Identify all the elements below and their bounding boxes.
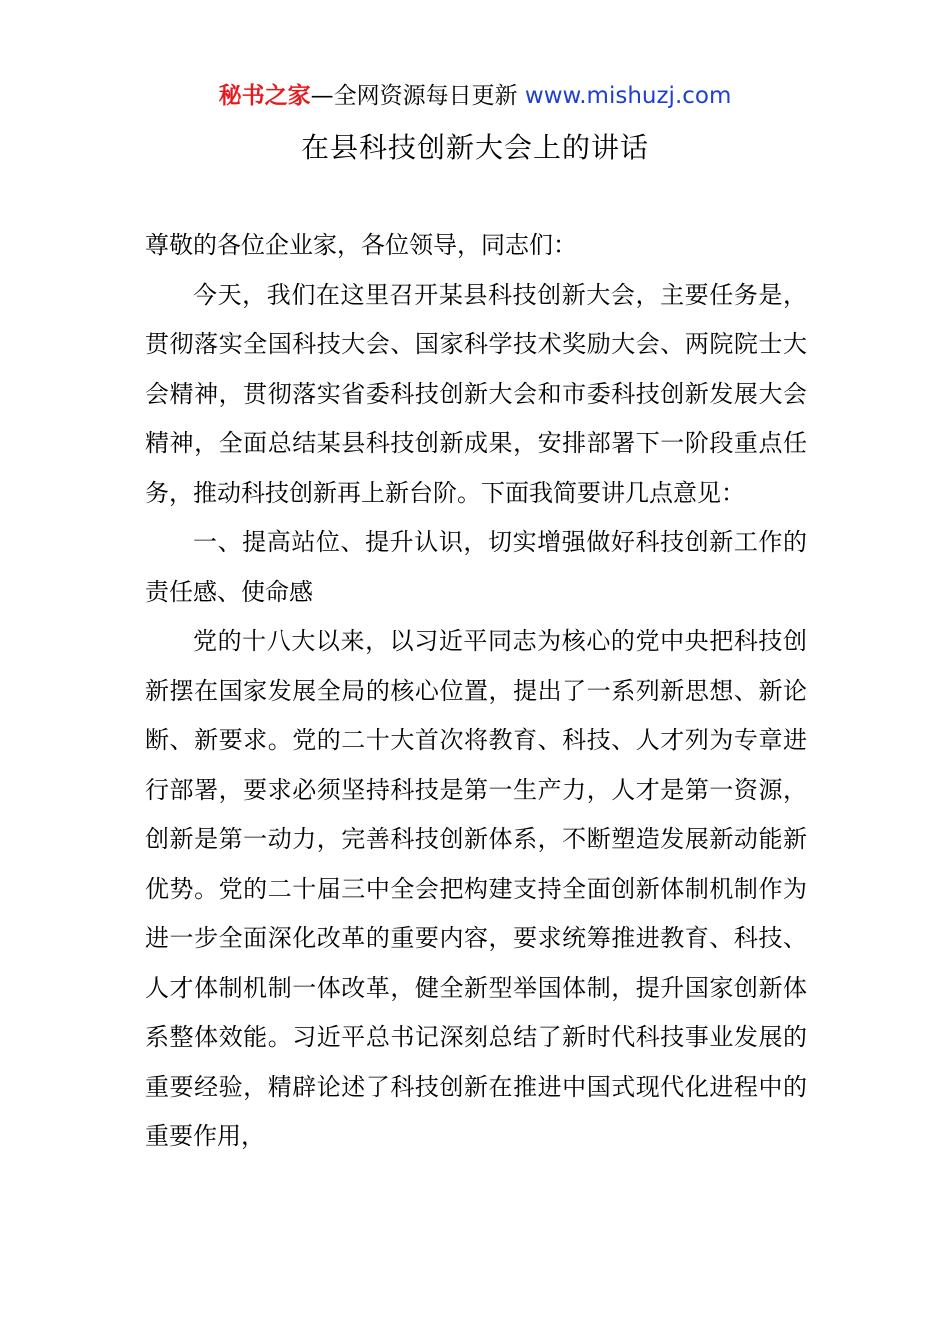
site-url-link[interactable]: www.mishuzj.com [524, 83, 732, 109]
salutation: 尊敬的各位企业家，各位领导，同志们： [145, 231, 577, 259]
site-header [0, 80, 950, 112]
section-heading-1: 一、提高站位、提升认识，切实增强做好科技创新工作的责任感、使命感 [145, 528, 807, 606]
site-tagline: —全网资源每日更新 [310, 83, 518, 109]
document-body [145, 221, 807, 1162]
paragraph-section-1: 党的十八大以来，以习近平同志为核心的党中央把科技创新摆在国家发展全局的核心位置，提出了一系列新思想、新论断、新要求。党的二十大首次将教育、科技、人才列为专章进行部署，要求必须坚持科技是第一生产力，人才是第一资源，创新是第一动力，完善科技创新体系，不断塑造发展新动能新优势。党的二十届三中全会把构建支持全面创新体制机制作为进一步全面深化改革的重要内容，要求统筹推进教育、科技、人才体制机制一体改革，健全新型举国体制，提升国家创新体系整体效能。习近平总书记深刻总结了新时代科技事业发展的重要经验，精辟论述了科技创新在推进中国式现代化进程中的重要作用， [145, 627, 807, 1150]
paragraph-intro: 今天，我们在这里召开某县科技创新大会，主要任务是，贯彻落实全国科技大会、国家科学技术奖励大会、两院院士大会精神，贯彻落实省委科技创新大会和市委科技创新发展大会精神，全面总结某县科技创新成果，安排部署下一阶段重点任务，推动科技创新再上新台阶。下面我简要讲几点意见： [145, 280, 807, 507]
site-brand: 秘书之家 [218, 83, 311, 109]
document-title: 在县科技创新大会上的讲话 [300, 131, 649, 164]
